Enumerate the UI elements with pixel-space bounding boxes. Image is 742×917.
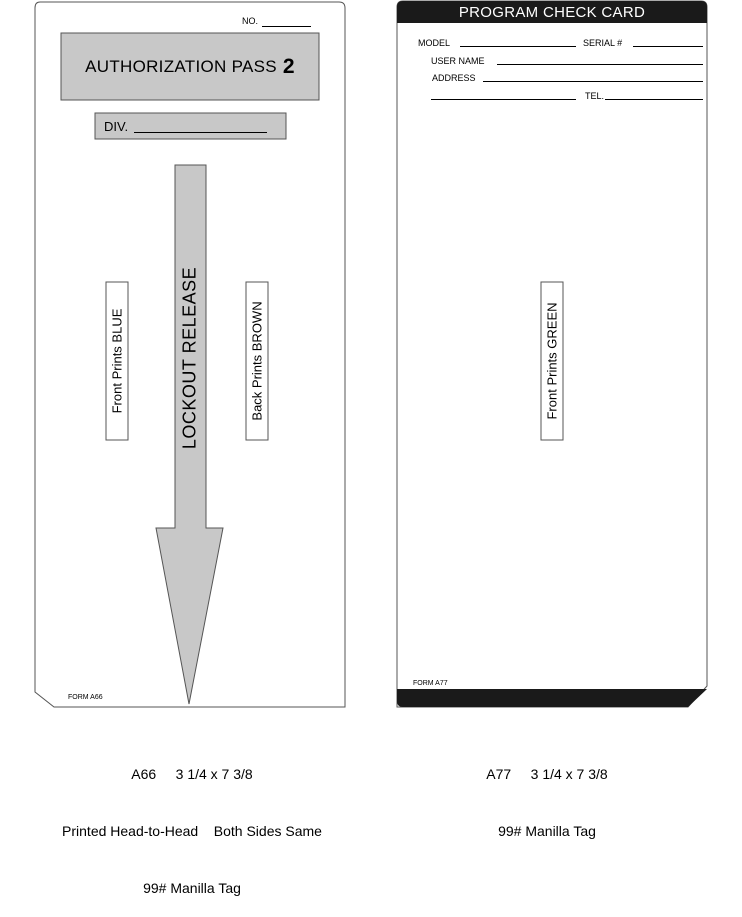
authorization-title-number: 2 — [282, 54, 295, 78]
tel-line — [605, 99, 703, 100]
right-caption — [447, 727, 647, 860]
division-line — [134, 132, 267, 133]
address-line-2 — [431, 99, 576, 100]
division-label: DIV. — [104, 119, 129, 134]
right-form-code: FORM A77 — [413, 680, 448, 687]
user-name-line — [497, 64, 703, 65]
authorization-title-text: AUTHORIZATION PASS — [85, 56, 277, 76]
left-caption-line-2: Printed Head-to-Head Both Sides Same — [62, 823, 322, 839]
tel-label: TEL. — [585, 91, 605, 101]
user-name-label: USER NAME — [431, 56, 485, 66]
right-card-bottom-band — [397, 689, 707, 707]
address-label: ADDRESS — [432, 73, 476, 83]
authorization-title — [61, 33, 319, 100]
program-check-card-title: PROGRAM CHECK CARD — [458, 4, 646, 21]
lockout-release-text: LOCKOUT RELEASE — [179, 266, 200, 450]
left-caption-line-1: A66 3 1/4 x 7 3/8 — [131, 766, 253, 782]
model-label: MODEL — [418, 38, 451, 48]
right-caption-line-2: 99# Manilla Tag — [498, 823, 596, 839]
right-caption-line-1: A77 3 1/4 x 7 3/8 — [486, 766, 608, 782]
back-prints-brown-note: Back Prints BROWN — [249, 301, 265, 421]
model-line — [460, 46, 576, 47]
front-prints-green-note: Front Prints GREEN — [544, 302, 560, 420]
left-caption — [42, 727, 342, 917]
left-form-code: FORM A66 — [68, 694, 103, 701]
number-line — [262, 26, 311, 27]
address-line — [483, 81, 703, 82]
serial-line — [633, 46, 703, 47]
number-label: NO. — [242, 16, 259, 26]
serial-label: SERIAL # — [583, 38, 623, 48]
front-prints-blue-note: Front Prints BLUE — [109, 308, 125, 414]
left-caption-line-3: 99# Manilla Tag — [143, 880, 241, 896]
